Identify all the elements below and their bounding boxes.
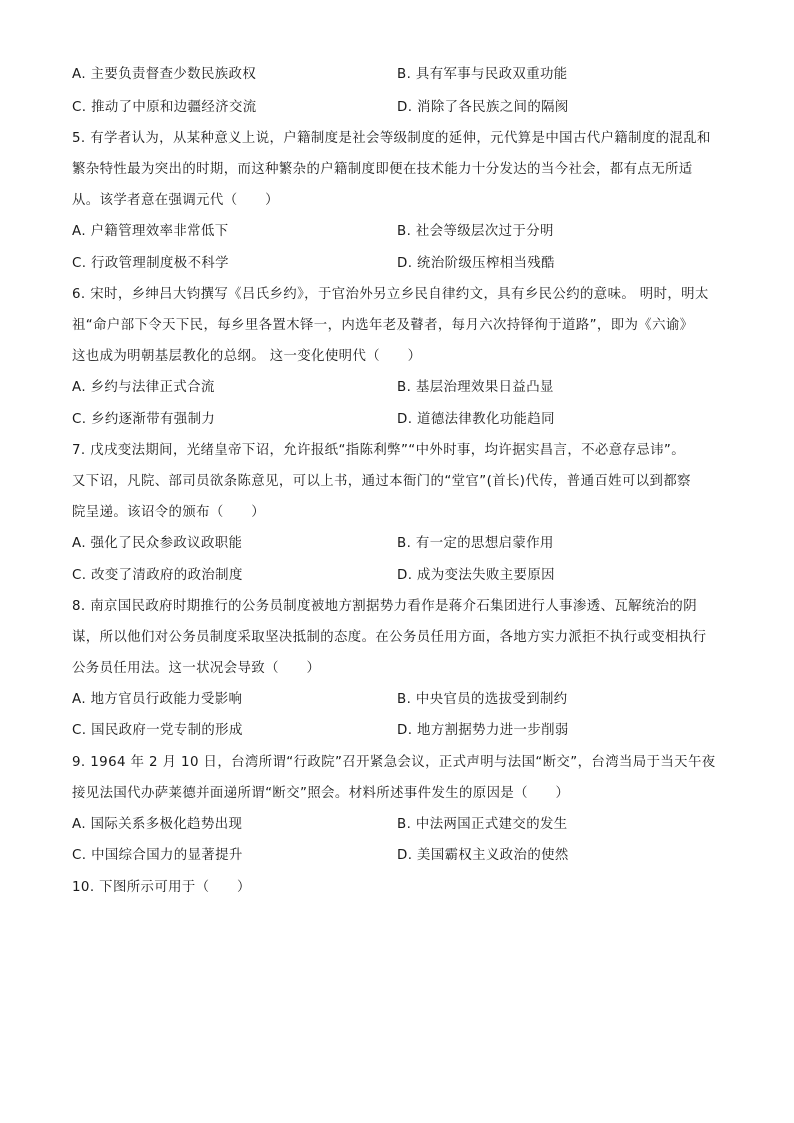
q8-option-c: C. 国民政府一党专制的形成 [72,723,243,738]
q7-option-d: D. 成为变法失败主要原因 [397,568,555,583]
q8-option-b: B. 中央官员的选拔受到制约 [397,692,568,707]
q7-stem-line-2: 又下诏，凡院、部司员欲条陈意见，可以上书，通过本衙门的“堂官”(首长)代传，普通百姓可以到都察 [72,474,691,489]
q9-stem-line-2: 接见法国代办萨莱德并面递所谓“断交”照会。材料所述事件发生的原因是（ ） [72,786,570,801]
q5-option-d: D. 统治阶级压榨相当残酷 [397,256,555,271]
q9-option-a: A. 国际关系多极化趋势出现 [72,817,243,832]
q8-stem-line-2: 谋，所以他们对公务员制度采取坚决抵制的态度。在公务员任用方面，各地方实力派拒不执行或变相执行 [72,630,707,645]
q5-stem-line-2: 繁杂特性最为突出的时期，而这种繁杂的户籍制度即便在技术能力十分发达的当今社会，都有点无所适 [72,162,693,177]
q4-option-d: D. 消除了各民族之间的隔阂 [397,100,569,115]
q6-stem-line-3: 这也成为明朝基层教化的总纲。 这一变化使明代（ ） [72,349,422,364]
q8-option-a: A. 地方官员行政能力受影响 [72,692,243,707]
q7-stem-line-1: 7. 戊戌变法期间，光绪皇帝下诏，允许报纸“指陈利弊”“中外时事，均许据实昌言，不必意存忌讳”。 [72,443,685,458]
q6-stem-line-1: 6. 宋时，乡绅吕大钧撰写《吕氏乡约》，于官治外另立乡民自律约文，具有乡民公约的意味。 明时，明太 [72,287,709,302]
q4-option-b: B. 具有军事与民政双重功能 [397,67,568,82]
q4-option-c: C. 推动了中原和边疆经济交流 [72,100,257,115]
q8-stem-line-1: 8. 南京国民政府时期推行的公务员制度被地方割据势力看作是蒋介石集团进行人事渗透、瓦解统治的阴 [72,599,698,614]
q5-stem-line-3: 从。该学者意在强调元代（ ） [72,193,279,208]
q5-stem-line-1: 5. 有学者认为，从某种意义上说，户籍制度是社会等级制度的延伸，元代算是中国古代户籍制度的混乱和 [72,131,711,146]
q8-stem-line-3: 公务员任用法。这一状况会导致（ ） [72,661,321,676]
q9-option-b: B. 中法两国正式建交的发生 [397,817,568,832]
q6-option-a: A. 乡约与法律正式合流 [72,380,215,395]
q9-option-d: D. 美国霸权主义政治的使然 [397,848,569,863]
q9-stem-line-1: 9. 1964 年 2 月 10 日，台湾所谓“行政院”召开紧急会议，正式声明与法国“断交”，台湾当局于当天午夜 [72,755,716,770]
q7-option-a: A. 强化了民众参政议政职能 [72,536,243,551]
q10-stem-line-1: 10. 下图所示可用于（ ） [72,880,251,895]
q6-stem-line-2: 祖“命户部下令天下民，每乡里各置木铎一，内选年老及瞽者，每月六次持铎徇于道路”，即为《六谕》 [72,318,694,333]
q8-option-d: D. 地方割据势力进一步削弱 [397,723,569,738]
q5-option-b: B. 社会等级层次过于分明 [397,224,554,239]
q7-option-b: B. 有一定的思想启蒙作用 [397,536,554,551]
q5-option-c: C. 行政管理制度极不科学 [72,256,229,271]
q6-option-d: D. 道德法律教化功能趋同 [397,412,555,427]
q6-option-b: B. 基层治理效果日益凸显 [397,380,554,395]
q9-option-c: C. 中国综合国力的显著提升 [72,848,243,863]
q7-stem-line-3: 院呈递。该诏令的颁布（ ） [72,505,266,520]
q4-option-a: A. 主要负责督查少数民族政权 [72,67,257,82]
q7-option-c: C. 改变了清政府的政治制度 [72,568,243,583]
q5-option-a: A. 户籍管理效率非常低下 [72,224,229,239]
q6-option-c: C. 乡约逐渐带有强制力 [72,412,216,427]
